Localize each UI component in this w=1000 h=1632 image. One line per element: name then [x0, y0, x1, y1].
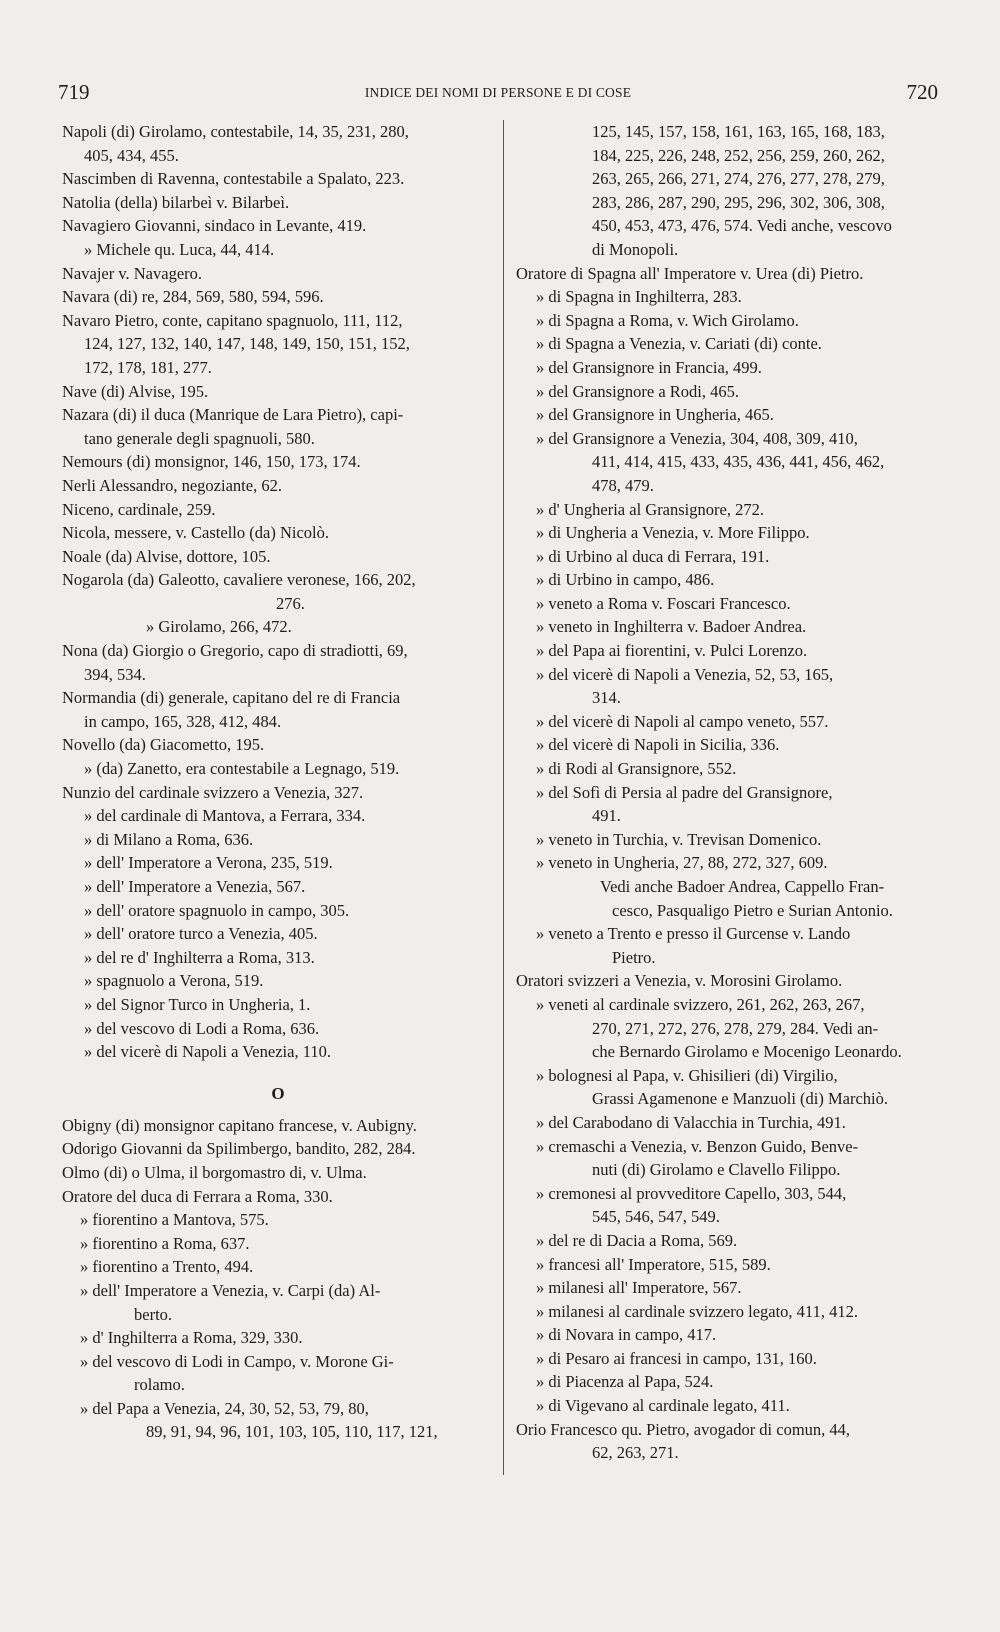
- column-divider: [503, 120, 504, 1475]
- index-line: Nazara (di) il duca (Manrique de Lara Pietro), capi-: [62, 405, 404, 425]
- index-line: Natolia (della) bilarbeì v. Bilarbeì.: [62, 192, 290, 212]
- left-entries-o: [62, 1114, 494, 1444]
- index-line: 125, 145, 157, 158, 161, 163, 165, 168, 183,: [592, 122, 885, 141]
- index-line: di Monopoli.: [592, 239, 679, 259]
- index-line: nuti (di) Girolamo e Clavello Filippo.: [592, 1160, 841, 1180]
- index-line: Odorigo Giovanni da Spilimbergo, bandito, 282, 284.: [62, 1139, 416, 1159]
- index-line: Nicola, messere, v. Castello (da) Nicolò.: [62, 523, 329, 543]
- index-line: » cremaschi a Venezia, v. Benzon Guido, Benve-: [536, 1136, 859, 1156]
- index-line: Nona (da) Giorgio o Gregorio, capo di stradiotti, 69,: [62, 641, 408, 661]
- index-line: Nogarola (da) Galeotto, cavaliere veronese, 166, 202,: [62, 570, 416, 590]
- right-page-number: 720: [906, 80, 938, 104]
- index-line: » di Spagna a Venezia, v. Cariati (di) conte.: [536, 334, 822, 354]
- index-line: » veneto in Inghilterra v. Badoer Andrea.: [536, 617, 807, 637]
- index-line: » del re d' Inghilterra a Roma, 313.: [84, 947, 315, 967]
- index-line: 172, 178, 181, 277.: [84, 357, 212, 377]
- index-line: cesco, Pasqualigo Pietro e Surian Antonio.: [612, 900, 893, 920]
- index-line: » del Gransignore in Francia, 499.: [536, 357, 762, 377]
- index-line: che Bernardo Girolamo e Mocenigo Leonardo.: [592, 1042, 902, 1062]
- index-line: » del vicerè di Napoli a Venezia, 110.: [84, 1042, 331, 1062]
- index-line: Navagiero Giovanni, sindaco in Levante, 419.: [62, 216, 367, 236]
- index-line: » Michele qu. Luca, 44, 414.: [84, 239, 275, 259]
- index-line: Navajer v. Navagero.: [62, 263, 203, 283]
- index-line: in campo, 165, 328, 412, 484.: [84, 711, 282, 731]
- index-line: 62, 263, 271.: [592, 1443, 679, 1463]
- index-line: » di Novara in campo, 417.: [536, 1325, 717, 1345]
- index-line: » di Spagna in Inghilterra, 283.: [536, 287, 742, 307]
- index-line: » del Sofì di Persia al padre del Gransignore,: [536, 782, 833, 802]
- index-line: Grassi Agamenone e Manzuoli (di) Marchiò.: [592, 1089, 889, 1109]
- index-line: Niceno, cardinale, 259.: [62, 499, 216, 519]
- index-line: Orio Francesco qu. Pietro, avogador di comun, 44,: [516, 1419, 851, 1439]
- index-line: » di Pesaro ai francesi in campo, 131, 160.: [536, 1348, 817, 1368]
- index-line: » fiorentino a Roma, 637.: [80, 1233, 250, 1253]
- index-line: Noale (da) Alvise, dottore, 105.: [62, 546, 271, 566]
- index-line: » del cardinale di Mantova, a Ferrara, 334.: [84, 806, 366, 826]
- index-line: Normandia (di) generale, capitano del re di Francia: [62, 688, 401, 708]
- index-line: » di Urbino in campo, 486.: [536, 570, 715, 590]
- index-line: 478, 479.: [592, 475, 654, 495]
- index-line: » del vicerè di Napoli in Sicilia, 336.: [536, 735, 780, 755]
- index-line: Novello (da) Giacometto, 195.: [62, 735, 265, 755]
- index-line: » veneto in Turchia, v. Trevisan Domenico.: [536, 829, 822, 849]
- index-line: 314.: [592, 688, 621, 708]
- right-entries: [516, 120, 956, 1465]
- index-line: 270, 271, 272, 276, 278, 279, 284. Vedi an-: [592, 1018, 879, 1038]
- index-line: » milanesi all' Imperatore, 567.: [536, 1278, 742, 1298]
- index-line: » di Ungheria a Venezia, v. More Filippo.: [536, 523, 810, 543]
- index-line: » dell' Imperatore a Venezia, 567.: [84, 877, 306, 896]
- index-line: Nunzio del cardinale svizzero a Venezia, 327.: [62, 782, 364, 802]
- index-line: Nascimben di Ravenna, contestabile a Spalato, 223.: [62, 169, 405, 189]
- index-line: » del re di Dacia a Roma, 569.: [536, 1230, 738, 1250]
- index-line: » fiorentino a Mantova, 575.: [80, 1210, 269, 1230]
- index-line: Napoli (di) Girolamo, contestabile, 14, 35, 231, 280,: [62, 122, 409, 141]
- index-line: » dell' Imperatore a Verona, 235, 519.: [84, 853, 333, 873]
- index-line: berto.: [134, 1304, 173, 1324]
- index-line: » del Gransignore a Venezia, 304, 408, 309, 410,: [536, 428, 858, 448]
- index-line: 276.: [276, 593, 305, 613]
- index-line: » Girolamo, 266, 472.: [146, 617, 292, 637]
- right-column: [516, 120, 956, 1465]
- index-line: Navaro Pietro, conte, capitano spagnuolo, 111, 112,: [62, 310, 403, 330]
- left-page-number: 719: [58, 80, 90, 104]
- index-line: Oratori svizzeri a Venezia, v. Morosini Girolamo.: [516, 971, 843, 991]
- index-line: » d' Ungheria al Gransignore, 272.: [536, 499, 764, 519]
- index-line: Pietro.: [612, 947, 656, 967]
- index-line: 545, 546, 547, 549.: [592, 1207, 720, 1227]
- index-line: 491.: [592, 806, 621, 826]
- index-line: » veneto a Trento e presso il Gurcense v. Lando: [536, 924, 851, 944]
- index-line: 283, 286, 287, 290, 295, 296, 302, 306, 308,: [592, 192, 885, 212]
- index-line: » del Papa a Venezia, 24, 30, 52, 53, 79, 80,: [80, 1398, 369, 1418]
- index-line: » dell' Imperatore a Venezia, v. Carpi (da) Al-: [80, 1280, 381, 1300]
- index-line: » veneto in Ungheria, 27, 88, 272, 327, 609.: [536, 853, 828, 873]
- index-line: » del Papa ai fiorentini, v. Pulci Lorenzo.: [536, 641, 808, 661]
- index-line: » d' Inghilterra a Roma, 329, 330.: [80, 1328, 303, 1348]
- index-line: » del Gransignore a Rodi, 465.: [536, 381, 740, 401]
- index-line: Nerli Alessandro, negoziante, 62.: [62, 475, 282, 495]
- index-line: » del Gransignore in Ungheria, 465.: [536, 405, 774, 425]
- index-line: Navara (di) re, 284, 569, 580, 594, 596.: [62, 287, 324, 307]
- left-column: [62, 120, 494, 1444]
- index-line: Vedi anche Badoer Andrea, Cappello Fran-: [600, 877, 885, 896]
- page-header: [58, 80, 938, 108]
- index-line: 263, 265, 266, 271, 274, 276, 277, 278, 279,: [592, 169, 885, 189]
- index-line: » veneto a Roma v. Foscari Francesco.: [536, 593, 791, 613]
- index-line: » bolognesi al Papa, v. Ghisilieri (di) Virgilio,: [536, 1065, 838, 1085]
- index-line: tano generale degli spagnuoli, 580.: [84, 428, 315, 448]
- index-line: Olmo (di) o Ulma, il borgomastro di, v. Ulma.: [62, 1162, 367, 1182]
- index-line: » (da) Zanetto, era contestabile a Legnago, 519.: [84, 759, 400, 779]
- index-line: » di Piacenza al Papa, 524.: [536, 1372, 714, 1392]
- index-line: 124, 127, 132, 140, 147, 148, 149, 150, 151, 152,: [84, 334, 410, 354]
- index-line: » di Milano a Roma, 636.: [84, 829, 254, 849]
- index-line: 184, 225, 226, 248, 252, 256, 259, 260, 262,: [592, 145, 885, 165]
- index-line: Obigny (di) monsignor capitano francese, v. Aubigny.: [62, 1115, 417, 1135]
- index-line: » fiorentino a Trento, 494.: [80, 1257, 254, 1277]
- index-line: Nave (di) Alvise, 195.: [62, 381, 209, 401]
- index-line: » dell' oratore turco a Venezia, 405.: [84, 924, 318, 944]
- index-line: » veneti al cardinale svizzero, 261, 262, 263, 267,: [536, 994, 865, 1014]
- index-line: » di Rodi al Gransignore, 552.: [536, 759, 737, 779]
- running-title: INDICE DEI NOMI DI PERSONE E DI COSE: [364, 85, 632, 100]
- index-line: » del Carabodano di Valacchia in Turchia, 491.: [536, 1112, 846, 1132]
- index-line: » di Urbino al duca di Ferrara, 191.: [536, 546, 770, 566]
- index-line: » del vescovo di Lodi a Roma, 636.: [84, 1018, 320, 1038]
- index-line: » di Spagna a Roma, v. Wich Girolamo.: [536, 310, 799, 330]
- index-line: » francesi all' Imperatore, 515, 589.: [536, 1254, 771, 1274]
- index-line: rolamo.: [134, 1375, 185, 1395]
- index-line: Oratore di Spagna all' Imperatore v. Urea (di) Pietro.: [516, 263, 864, 283]
- index-line: » del vicerè di Napoli al campo veneto, 557.: [536, 711, 829, 731]
- index-line: 394, 534.: [84, 664, 146, 684]
- index-line: Nemours (di) monsignor, 146, 150, 173, 174.: [62, 452, 361, 472]
- index-line: 89, 91, 94, 96, 101, 103, 105, 110, 117, 121,: [146, 1422, 438, 1442]
- index-line: 405, 434, 455.: [84, 145, 179, 165]
- index-line: » di Vigevano al cardinale legato, 411.: [536, 1396, 790, 1416]
- index-line: Oratore del duca di Ferrara a Roma, 330.: [62, 1186, 333, 1206]
- index-line: » del Signor Turco in Ungheria, 1.: [84, 994, 311, 1014]
- index-line: » del vescovo di Lodi in Campo, v. Morone Gi-: [80, 1351, 394, 1371]
- index-line: » dell' oratore spagnuolo in campo, 305.: [84, 900, 350, 920]
- left-entries-n: [62, 120, 494, 1064]
- section-heading-o: O: [271, 1083, 285, 1103]
- index-line: » del vicerè di Napoli a Venezia, 52, 53, 165,: [536, 664, 834, 684]
- index-line: » milanesi al cardinale svizzero legato, 411, 412.: [536, 1301, 858, 1321]
- index-line: 450, 453, 473, 476, 574. Vedi anche, vescovo: [592, 216, 892, 236]
- index-line: » spagnuolo a Verona, 519.: [84, 971, 264, 991]
- index-line: » cremonesi al provveditore Capello, 303, 544,: [536, 1183, 847, 1203]
- index-line: 411, 414, 415, 433, 435, 436, 441, 456, 462,: [592, 452, 885, 472]
